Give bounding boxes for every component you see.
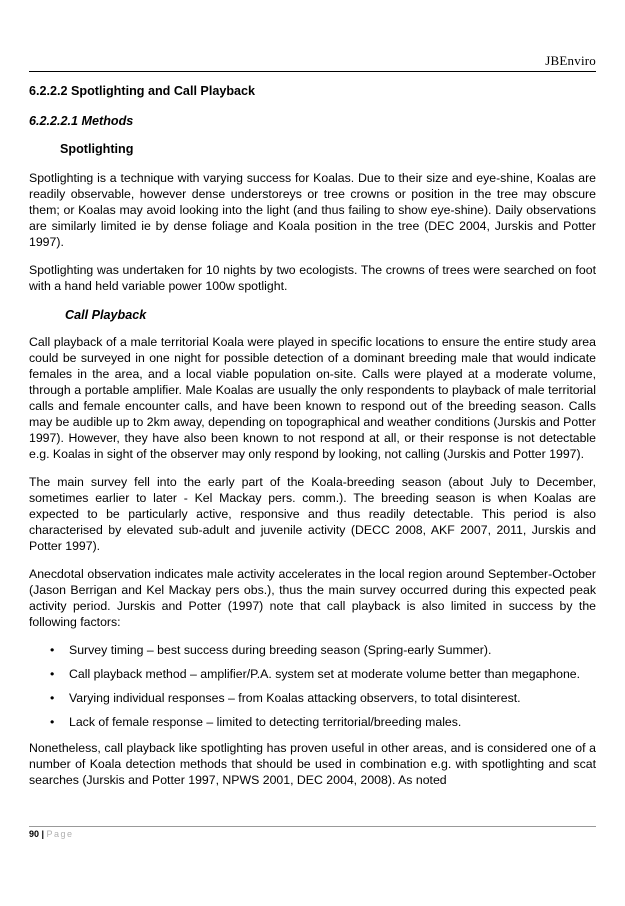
spotlighting-heading: Spotlighting <box>60 142 134 156</box>
bullet-icon: • <box>50 715 55 729</box>
bullet-icon: • <box>50 643 55 657</box>
list-item <box>29 690 596 706</box>
list-item-text: Lack of female response – limited to detecting territorial/breeding males. <box>69 715 462 729</box>
spotlighting-paragraph-1: Spotlighting is a technique with varying success for Koalas. Due to their size and eye-shine, Koalas are readily observable, however dense understoreys or tree crowns or position in the tree may obscure them; or Koalas may avoid looking into the light (and thus failing to show eye-shine). Daily observations are similarly limited ie by dense foliage and Koala position in the tree (DEC 2004, Jurskis and Potter 1997). <box>29 171 596 249</box>
brand-logo-text: JBEnviro <box>545 53 596 68</box>
list-item-text: Call playback method – amplifier/P.A. system set at moderate volume better than megaphone. <box>69 667 581 681</box>
page-number: 90 <box>29 829 40 839</box>
section-subheading: 6.2.2.2.1 Methods <box>29 114 134 128</box>
footer-rule <box>29 826 596 827</box>
spotlighting-paragraph-2: Spotlighting was undertaken for 10 nights by two ecologists. The crowns of trees were searched on foot with a hand held variable power 100w spotlight. <box>29 263 596 293</box>
list-item-text: Survey timing – best success during breeding season (Spring-early Summer). <box>69 643 492 657</box>
list-item <box>29 642 596 658</box>
document-body <box>29 82 596 800</box>
section-heading: 6.2.2.2 Spotlighting and Call Playback <box>29 84 256 98</box>
page-label: Page <box>46 829 74 839</box>
limiting-factors-list <box>29 642 596 730</box>
call-playback-paragraph-2: The main survey fell into the early part of the Koala-breeding season (about July to December, sometimes earlier to later - Kel Mackay pers. comm.). The breeding season is when Koalas are expected to be particularly active, responsive and thus readily detectable. This period is also characterised by elevated sub-adult and juvenile activity (DECC 2008, AKF 2007, 2011, Jurskis and Potter 1997). <box>29 475 596 553</box>
list-item <box>29 666 596 682</box>
list-item-text: Varying individual responses – from Koalas attacking observers, to total disinterest. <box>69 691 521 705</box>
closing-paragraph: Nonetheless, call playback like spotlighting has proven useful in other areas, and is considered one of a number of Koala detection methods that should be used in combination e.g. with spotlighting and scat searches (Jurskis and Potter 1997, NPWS 2001, DEC 2004, 2008). As noted <box>29 741 596 787</box>
header-rule <box>29 71 596 72</box>
list-item <box>29 714 596 730</box>
call-playback-heading: Call Playback <box>65 308 147 322</box>
bullet-icon: • <box>50 691 55 705</box>
call-playback-paragraph-1: Call playback of a male territorial Koala were played in specific locations to ensure the entire study area could be surveyed in one night for possible detection of a dominant breeding male that would indicate females in the area, and a local viable population on-site. Calls were played at a moderate volume, through a portable amplifier. Male Koalas are usually the only respondents to playback of male territorial calls and female encounter calls, and have been known to respond out of the breeding season. Calls may be audible up to 2km away, depending on topographical and weather conditions (Jurskis and Potter 1997). However, they have also been known to not respond at all, or their response is not detectable e.g. Koalas in sight of the observer may only respond by looking, not calling (Jurskis and Potter 1997). <box>29 335 596 461</box>
bullet-icon: • <box>50 667 55 681</box>
call-playback-paragraph-3: Anecdotal observation indicates male activity accelerates in the local region around September-October (Jason Berrigan and Kel Mackay pers obs.), thus the main survey occurred during this expected peak activity period. Jurskis and Potter (1997) note that call playback is also limited in success by the following factors: <box>29 567 596 629</box>
footer-separator: | <box>39 829 47 839</box>
page-footer <box>29 829 74 839</box>
